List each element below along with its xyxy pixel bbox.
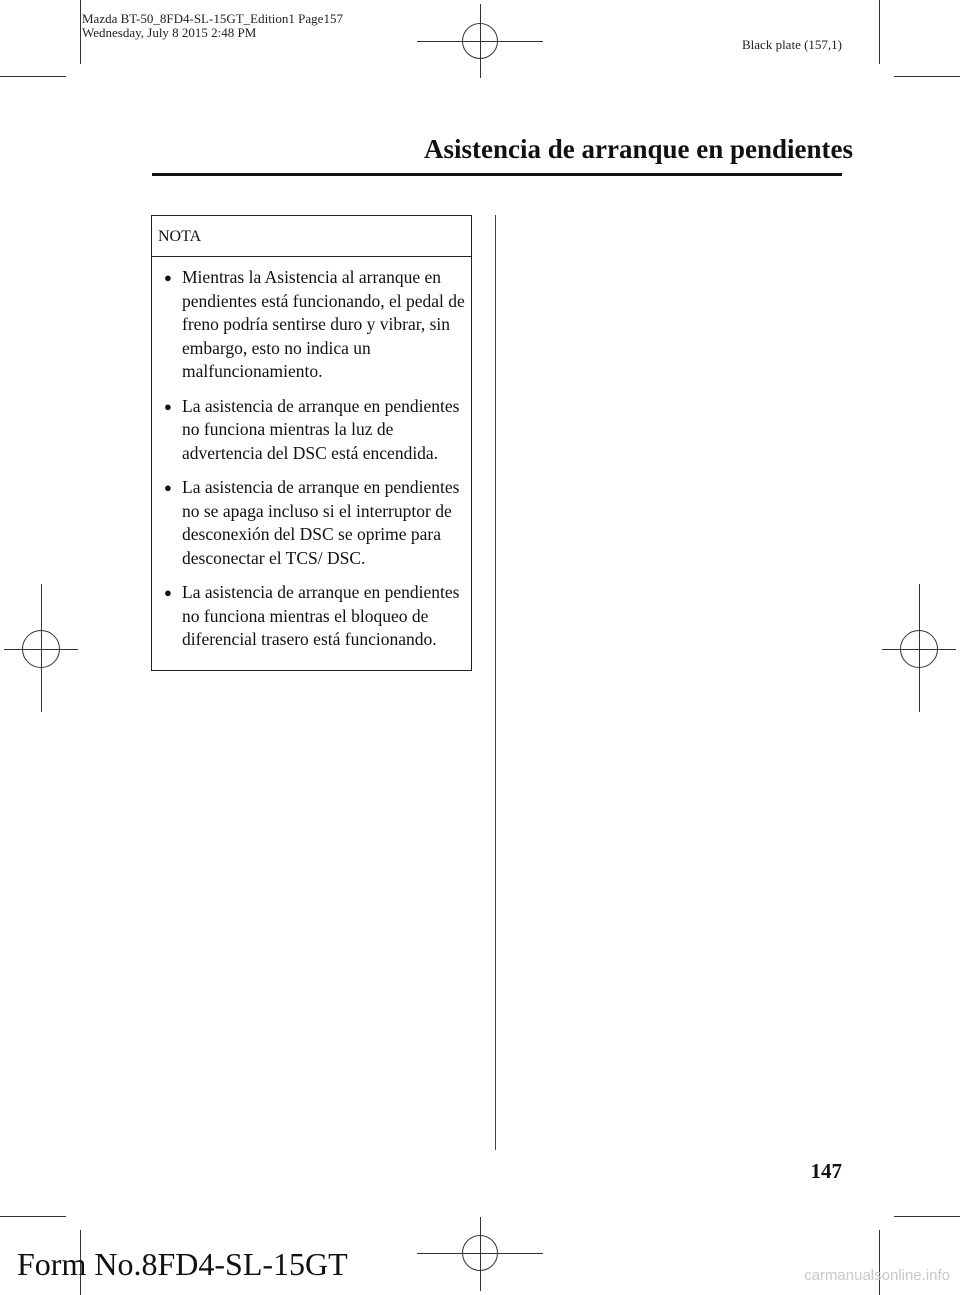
note-item-text: La asistencia de arranque en pendientes no se apaga incluso si el interruptor de desconexión del DSC se oprime para desconectar el TCS/ DSC.	[182, 477, 460, 568]
note-box	[151, 215, 472, 671]
crop-line	[0, 1216, 66, 1217]
list-item	[160, 395, 465, 466]
bullet-icon: ●	[164, 398, 172, 414]
title-rule	[152, 173, 842, 176]
target-line	[480, 4, 481, 78]
crop-line	[879, 0, 880, 64]
list-item	[160, 581, 465, 652]
crop-line	[894, 1216, 960, 1217]
note-heading: NOTA	[152, 216, 471, 257]
note-item-text: La asistencia de arranque en pendientes no funciona mientras la luz de advertencia del DSC está encendida.	[182, 395, 460, 463]
crop-line	[879, 1230, 880, 1295]
note-list	[152, 257, 471, 652]
column-divider	[495, 215, 496, 1150]
list-item	[160, 266, 465, 384]
crop-line	[0, 76, 66, 77]
print-header-plate: Black plate (157,1)	[742, 37, 842, 52]
bullet-icon: ●	[164, 585, 172, 600]
page-number: 147	[810, 1159, 842, 1183]
target-line	[41, 584, 42, 712]
list-item	[160, 476, 465, 570]
watermark: carmanualsonline.info	[804, 1267, 950, 1284]
note-item-text: Mientras la Asistencia al arranque en pendientes está funcionando, el pedal de freno podría sentirse duro y vibrar, sin embargo, esto no indica un malfuncionamiento.	[182, 267, 465, 381]
section-title: Asistencia de arranque en pendientes	[424, 134, 854, 164]
bullet-icon: ●	[164, 480, 172, 495]
bullet-icon: ●	[164, 270, 172, 285]
crop-line	[80, 0, 81, 64]
print-header-file: Mazda BT-50_8FD4-SL-15GT_Edition1 Page157	[82, 11, 343, 26]
form-number: Form No.8FD4-SL-15GT	[17, 1246, 348, 1282]
target-line	[480, 1217, 481, 1291]
note-item-text: La asistencia de arranque en pendientes no funciona mientras el bloqueo de diferencial trasero está funcionando.	[182, 582, 460, 649]
print-header-date: Wednesday, July 8 2015 2:48 PM	[82, 25, 257, 40]
target-line	[919, 584, 920, 712]
crop-line	[894, 76, 960, 77]
